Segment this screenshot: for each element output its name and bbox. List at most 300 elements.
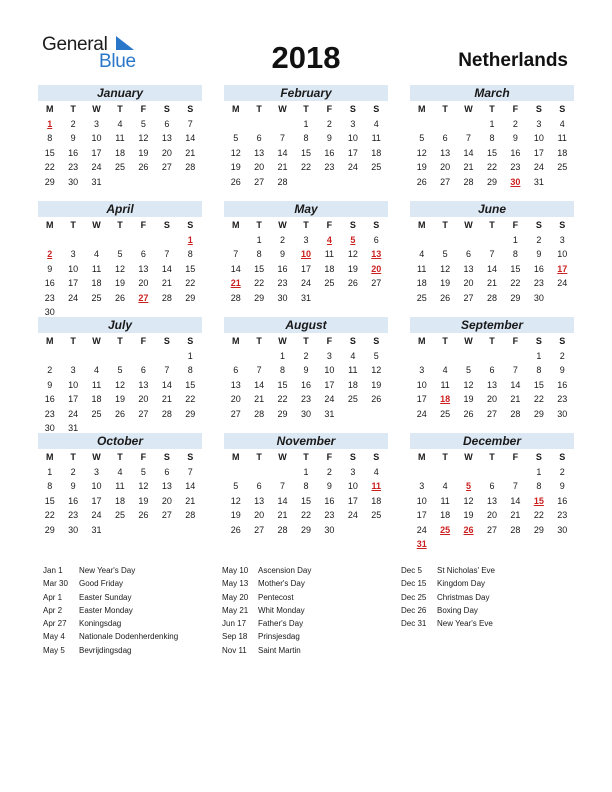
day-cell: 21 <box>486 278 497 288</box>
day-cell: 2 <box>536 234 542 245</box>
day-cell: 21 <box>277 510 288 520</box>
month-days <box>224 450 388 537</box>
day-cell: 8 <box>303 481 309 491</box>
weekday-label: F <box>326 220 333 230</box>
day-cell: 5 <box>233 133 239 143</box>
empty-day <box>433 465 456 480</box>
day-cell: 16 <box>44 394 55 404</box>
weekday-label: M <box>45 336 54 346</box>
empty-day <box>132 233 155 248</box>
day-cell: 12 <box>114 263 125 274</box>
holiday-day: 20 <box>371 263 382 274</box>
day-cell: 27 <box>161 162 172 172</box>
day-cell: 13 <box>138 379 149 390</box>
day-cell: 8 <box>303 133 309 143</box>
weekday-label: M <box>417 104 426 114</box>
day-cell: 15 <box>510 263 521 274</box>
day-cell: 13 <box>486 379 497 390</box>
holiday-name: Easter Monday <box>79 605 133 615</box>
day-cell: 28 <box>161 408 172 419</box>
day-cell: 2 <box>303 350 309 361</box>
day-cell: 19 <box>114 394 125 404</box>
weekday-label: F <box>140 452 147 462</box>
day-cell: 14 <box>185 481 196 491</box>
day-cell: 2 <box>559 350 565 361</box>
day-cell: 7 <box>280 481 286 491</box>
day-cell: 24 <box>324 394 335 404</box>
day-cell: 12 <box>230 147 241 158</box>
day-cell: 21 <box>510 394 521 404</box>
day-cell: 31 <box>91 524 102 535</box>
month-days <box>38 450 202 537</box>
day-cell: 9 <box>280 249 286 259</box>
empty-day <box>410 465 433 480</box>
weekday-label: S <box>559 220 566 230</box>
day-cell: 5 <box>140 466 146 477</box>
day-cell: 24 <box>91 510 102 520</box>
day-cell: 21 <box>254 394 265 404</box>
weekday-label: W <box>92 336 101 346</box>
day-cell: 19 <box>371 379 382 390</box>
day-cell: 24 <box>68 408 79 419</box>
day-cell: 29 <box>533 524 544 535</box>
day-cell: 5 <box>373 350 379 361</box>
day-cell: 18 <box>324 263 335 274</box>
holiday-item <box>401 617 495 630</box>
empty-day <box>480 465 503 480</box>
weekday-label: S <box>535 104 542 114</box>
weekday-label: M <box>45 104 54 114</box>
month-days <box>38 218 202 320</box>
day-cell: 25 <box>371 510 382 520</box>
day-cell: 19 <box>230 510 241 520</box>
holiday-column <box>222 564 311 657</box>
day-cell: 26 <box>114 292 125 303</box>
weekday-label: M <box>417 220 426 230</box>
day-cell: 26 <box>463 408 474 419</box>
month-title: February <box>224 85 388 101</box>
day-cell: 12 <box>138 481 149 491</box>
holiday-name: Easter Sunday <box>79 592 132 602</box>
weekday-label: S <box>187 220 194 230</box>
day-cell: 30 <box>557 408 568 419</box>
day-cell: 14 <box>277 495 288 506</box>
weekday-label: T <box>442 452 448 462</box>
day-cell: 4 <box>117 118 123 129</box>
day-cell: 8 <box>187 249 193 259</box>
month-days <box>410 102 574 189</box>
holiday-item <box>43 617 178 630</box>
day-cell: 30 <box>557 524 568 535</box>
day-cell: 23 <box>44 408 55 419</box>
day-cell: 29 <box>254 292 265 303</box>
day-cell: 17 <box>300 263 311 274</box>
weekday-label: S <box>373 452 380 462</box>
day-cell: 17 <box>347 495 358 506</box>
day-cell: 22 <box>533 394 544 404</box>
day-cell: 27 <box>254 176 265 187</box>
day-cell: 18 <box>371 495 382 506</box>
weekday-label: T <box>489 336 495 346</box>
day-cell: 18 <box>557 147 568 158</box>
day-cell: 14 <box>486 263 497 274</box>
holiday-date: May 4 <box>43 632 65 642</box>
day-cell: 29 <box>486 176 497 187</box>
day-cell: 6 <box>489 365 495 375</box>
day-cell: 24 <box>300 278 311 288</box>
day-cell: 16 <box>533 263 544 274</box>
day-cell: 12 <box>347 249 358 259</box>
holiday-date: Dec 31 <box>401 619 427 629</box>
weekday-label: T <box>70 452 76 462</box>
day-cell: 30 <box>300 408 311 419</box>
empty-day <box>85 233 108 248</box>
day-cell: 11 <box>115 481 125 491</box>
day-cell: 15 <box>486 147 497 158</box>
day-cell: 7 <box>187 466 193 477</box>
holiday-day: 31 <box>416 539 427 549</box>
day-cell: 25 <box>114 510 125 520</box>
month-april <box>38 201 202 320</box>
day-cell: 29 <box>185 292 196 303</box>
weekday-label: M <box>417 336 426 346</box>
day-cell: 15 <box>300 147 311 158</box>
day-cell: 10 <box>324 365 335 375</box>
weekday-label: F <box>326 104 333 114</box>
weekday-label: S <box>559 104 566 114</box>
day-cell: 23 <box>44 292 55 303</box>
day-cell: 28 <box>161 292 172 303</box>
weekday-label: W <box>278 220 287 230</box>
day-cell: 25 <box>91 292 102 303</box>
empty-day <box>271 465 294 480</box>
month-days <box>38 334 202 436</box>
day-cell: 26 <box>138 162 149 172</box>
month-days <box>410 218 574 305</box>
day-cell: 30 <box>68 176 79 187</box>
day-cell: 24 <box>347 510 358 520</box>
empty-day <box>224 349 247 364</box>
holiday-item <box>222 564 311 577</box>
day-cell: 14 <box>161 263 172 274</box>
day-cell: 15 <box>44 495 55 506</box>
holiday-item <box>401 591 495 604</box>
day-cell: 16 <box>557 495 568 506</box>
empty-day <box>108 233 131 248</box>
holiday-item <box>43 630 178 643</box>
holiday-date: Mar 30 <box>43 579 68 589</box>
empty-day <box>61 349 84 364</box>
day-cell: 18 <box>114 147 125 158</box>
empty-day <box>271 117 294 132</box>
holiday-date: Nov 11 <box>222 645 247 655</box>
month-may <box>224 201 388 305</box>
holiday-date: May 10 <box>222 566 249 575</box>
day-cell: 4 <box>442 365 448 375</box>
holiday-day: 4 <box>326 234 332 245</box>
calendar-year: 2018 <box>271 40 341 75</box>
empty-day <box>132 349 155 364</box>
day-cell: 6 <box>233 365 239 375</box>
day-cell: 3 <box>419 365 425 375</box>
day-cell: 3 <box>419 481 425 491</box>
month-february <box>224 85 388 189</box>
day-cell: 3 <box>536 118 542 129</box>
day-cell: 8 <box>47 481 53 491</box>
day-cell: 21 <box>161 394 172 404</box>
weekday-label: T <box>70 220 76 230</box>
day-cell: 10 <box>416 379 427 390</box>
month-january <box>38 85 202 189</box>
day-cell: 3 <box>326 350 332 361</box>
day-cell: 20 <box>138 394 149 404</box>
weekday-label: F <box>326 336 333 346</box>
weekday-label: S <box>373 220 380 230</box>
day-cell: 12 <box>371 365 382 375</box>
holiday-item <box>401 564 495 577</box>
day-cell: 23 <box>68 510 79 520</box>
day-cell: 31 <box>300 292 311 303</box>
holiday-date: Jun 17 <box>222 619 247 629</box>
holiday-date: Sep 18 <box>222 632 248 642</box>
day-cell: 2 <box>70 466 76 477</box>
day-cell: 20 <box>230 394 241 404</box>
empty-day <box>85 349 108 364</box>
day-cell: 31 <box>533 176 544 187</box>
month-august <box>224 317 388 421</box>
day-cell: 23 <box>68 162 79 172</box>
weekday-label: M <box>417 452 426 462</box>
day-cell: 20 <box>440 162 451 172</box>
day-cell: 22 <box>185 394 196 404</box>
day-cell: 19 <box>463 394 474 404</box>
day-cell: 17 <box>68 278 79 288</box>
holiday-date: Apr 1 <box>43 592 63 602</box>
day-cell: 22 <box>510 278 521 288</box>
day-cell: 24 <box>416 408 427 419</box>
day-cell: 22 <box>533 510 544 520</box>
day-cell: 7 <box>489 249 495 259</box>
holiday-day: 26 <box>463 524 474 535</box>
holiday-item <box>222 630 311 643</box>
day-cell: 18 <box>440 510 451 520</box>
day-cell: 23 <box>533 278 544 288</box>
day-cell: 13 <box>161 481 172 491</box>
day-cell: 16 <box>277 263 288 274</box>
day-cell: 22 <box>44 162 55 172</box>
day-cell: 20 <box>161 495 172 506</box>
holiday-item <box>401 577 495 590</box>
day-cell: 22 <box>185 278 196 288</box>
day-cell: 17 <box>91 147 102 158</box>
day-cell: 19 <box>230 162 241 172</box>
empty-day <box>224 117 247 132</box>
day-cell: 1 <box>47 466 53 477</box>
day-cell: 6 <box>164 118 170 129</box>
weekday-label: T <box>303 220 309 230</box>
day-cell: 22 <box>300 162 311 172</box>
holiday-column <box>43 564 178 657</box>
day-cell: 23 <box>510 162 521 172</box>
day-cell: 12 <box>114 379 125 390</box>
day-cell: 7 <box>256 365 262 375</box>
holiday-day: 2 <box>47 249 53 259</box>
day-cell: 28 <box>277 524 288 535</box>
empty-day <box>457 349 480 364</box>
day-cell: 31 <box>68 423 79 433</box>
day-cell: 12 <box>463 495 474 506</box>
empty-day <box>247 465 270 480</box>
day-cell: 6 <box>373 234 379 245</box>
holiday-date: May 21 <box>222 605 249 615</box>
holiday-item <box>222 617 311 630</box>
day-cell: 6 <box>256 481 262 491</box>
day-cell: 9 <box>536 249 542 259</box>
day-cell: 16 <box>44 278 55 288</box>
day-cell: 11 <box>348 365 358 375</box>
holiday-day: 30 <box>510 176 521 187</box>
day-cell: 15 <box>185 263 196 274</box>
day-cell: 5 <box>117 365 123 375</box>
weekday-label: M <box>231 220 240 230</box>
day-cell: 3 <box>350 118 356 129</box>
holiday-day: 15 <box>533 495 544 506</box>
month-days <box>224 334 388 421</box>
holiday-date: Apr 2 <box>43 605 63 615</box>
day-cell: 26 <box>230 524 241 535</box>
holiday-name: Father's Day <box>258 619 304 629</box>
month-title: March <box>410 85 574 101</box>
holiday-name: Mother's Day <box>258 579 305 589</box>
day-cell: 26 <box>138 510 149 520</box>
day-cell: 11 <box>440 495 450 506</box>
month-september <box>410 317 574 421</box>
holiday-day: 11 <box>371 481 381 491</box>
weekday-label: S <box>373 104 380 114</box>
day-cell: 21 <box>185 147 196 158</box>
weekday-label: T <box>70 336 76 346</box>
day-cell: 14 <box>510 495 521 506</box>
month-title: May <box>224 201 388 217</box>
day-cell: 14 <box>510 379 521 390</box>
day-cell: 13 <box>230 379 241 390</box>
month-days <box>224 102 388 189</box>
day-cell: 1 <box>280 350 286 361</box>
day-cell: 25 <box>371 162 382 172</box>
weekday-label: S <box>535 452 542 462</box>
day-cell: 27 <box>440 176 451 187</box>
day-cell: 8 <box>187 365 193 375</box>
holiday-item <box>401 604 495 617</box>
day-cell: 22 <box>44 510 55 520</box>
day-cell: 10 <box>416 495 427 506</box>
weekday-label: W <box>278 336 287 346</box>
day-cell: 3 <box>303 234 309 245</box>
weekday-label: W <box>92 220 101 230</box>
day-cell: 10 <box>68 263 79 274</box>
day-cell: 30 <box>68 524 79 535</box>
weekday-label: M <box>231 336 240 346</box>
day-cell: 21 <box>185 495 196 506</box>
day-cell: 28 <box>185 162 196 172</box>
day-cell: 9 <box>512 133 518 143</box>
weekday-label: S <box>559 452 566 462</box>
weekday-label: T <box>489 220 495 230</box>
day-cell: 1 <box>303 466 309 477</box>
day-cell: 16 <box>557 379 568 390</box>
day-cell: 4 <box>442 481 448 491</box>
holiday-item <box>43 644 178 657</box>
day-cell: 3 <box>94 466 100 477</box>
weekday-label: T <box>256 452 262 462</box>
empty-day <box>504 349 527 364</box>
weekday-label: S <box>187 452 194 462</box>
holiday-day: 10 <box>300 249 311 259</box>
day-cell: 29 <box>277 408 288 419</box>
day-cell: 16 <box>510 147 521 158</box>
weekday-label: F <box>140 104 147 114</box>
day-cell: 4 <box>350 350 356 361</box>
holiday-day: 17 <box>557 263 568 274</box>
day-cell: 15 <box>300 495 311 506</box>
day-cell: 7 <box>280 133 286 143</box>
holiday-day: 13 <box>371 249 382 259</box>
month-december <box>410 433 574 552</box>
day-cell: 25 <box>114 162 125 172</box>
day-cell: 12 <box>463 379 474 390</box>
month-march <box>410 85 574 189</box>
month-october <box>38 433 202 537</box>
weekday-label: S <box>349 104 356 114</box>
day-cell: 16 <box>300 379 311 390</box>
day-cell: 4 <box>419 249 425 259</box>
holiday-name: Christmas Day <box>437 592 490 602</box>
day-cell: 3 <box>559 234 565 245</box>
weekday-label: W <box>464 104 473 114</box>
holiday-name: New Year's Day <box>79 566 136 575</box>
day-cell: 9 <box>70 133 76 143</box>
holiday-name: Good Friday <box>79 579 124 589</box>
holiday-name: Boxing Day <box>437 605 478 615</box>
day-cell: 25 <box>440 408 451 419</box>
weekday-label: F <box>140 336 147 346</box>
day-cell: 7 <box>187 118 193 129</box>
holiday-name: Kingdom Day <box>437 579 486 589</box>
holiday-item <box>43 604 178 617</box>
day-cell: 16 <box>324 495 335 506</box>
day-cell: 27 <box>161 510 172 520</box>
day-cell: 24 <box>68 292 79 303</box>
weekday-label: T <box>117 104 123 114</box>
day-cell: 12 <box>138 133 149 143</box>
empty-day <box>410 233 433 248</box>
holiday-date: May 5 <box>43 645 65 655</box>
weekday-label: W <box>464 336 473 346</box>
day-cell: 14 <box>185 133 196 143</box>
day-cell: 15 <box>185 379 196 390</box>
empty-day <box>457 117 480 132</box>
month-july <box>38 317 202 436</box>
day-cell: 1 <box>256 234 262 245</box>
day-cell: 2 <box>326 466 332 477</box>
weekday-label: S <box>535 220 542 230</box>
day-cell: 13 <box>254 147 265 158</box>
day-cell: 23 <box>557 510 568 520</box>
day-cell: 17 <box>91 495 102 506</box>
weekday-label: M <box>45 452 54 462</box>
month-title: April <box>38 201 202 217</box>
day-cell: 23 <box>324 162 335 172</box>
